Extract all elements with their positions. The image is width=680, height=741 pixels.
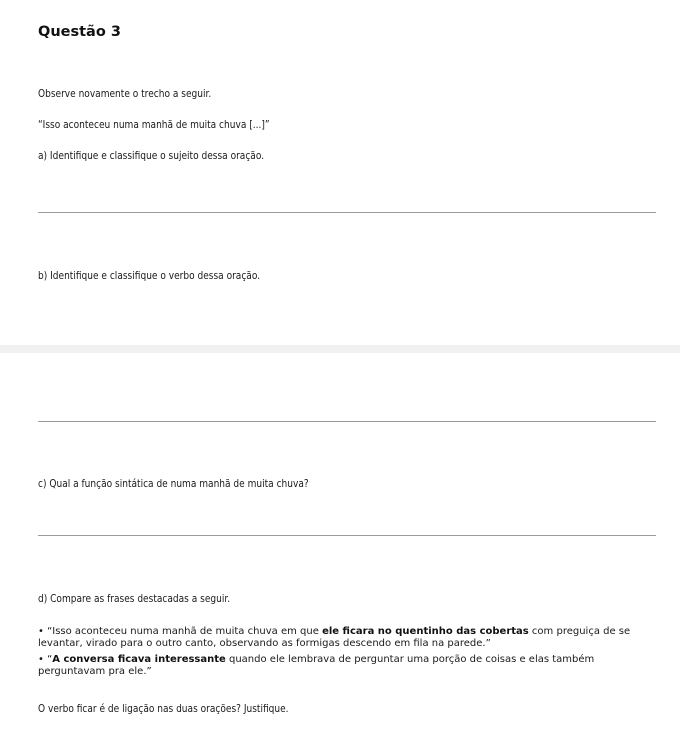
answer-line-b[interactable]: [38, 421, 656, 422]
item-a-text: a) Identifique e classifique o sujeito dessa oração.: [38, 150, 265, 162]
bullet-1-pre: • “Isso aconteceu numa manhã de muita chuva em que: [38, 626, 323, 637]
item-b-text: b) Identifique e classifique o verbo dessa oração.: [38, 270, 261, 282]
bullet-2-highlight: A conversa ficava interessante: [52, 654, 226, 665]
final-question: O verbo ficar é de ligação nas duas orações? Justifique.: [38, 703, 289, 715]
item-c-text: c) Qual a função sintática de numa manhã de muita chuva?: [38, 478, 309, 490]
bullet-2-pre: • “: [38, 654, 53, 665]
question-title: Questão 3: [38, 24, 121, 40]
quote-text: “Isso aconteceu numa manhã de muita chuva [...]”: [38, 119, 270, 131]
bullet-1-highlight: ele ficara no quentinho das cobertas: [322, 626, 529, 637]
intro-text: Observe novamente o trecho a seguir.: [38, 88, 212, 100]
page-break: [0, 345, 680, 353]
bullet-2-post: quando ele lembrava de perguntar uma porção de coisas e elas também perguntavam pra ele.”: [38, 654, 595, 677]
bullet-1: [38, 626, 658, 650]
bullet-2: [38, 654, 658, 678]
page-bottom: [0, 353, 680, 741]
bullet-1-post: com preguiça de se levantar, virado para o outro canto, observando as formigas descendo em fila na parede.”: [38, 626, 631, 649]
item-d-text: d) Compare as frases destacadas a seguir.: [38, 593, 231, 605]
answer-line-a[interactable]: [38, 212, 656, 213]
page-top: [0, 0, 680, 345]
answer-line-c[interactable]: [38, 535, 656, 536]
